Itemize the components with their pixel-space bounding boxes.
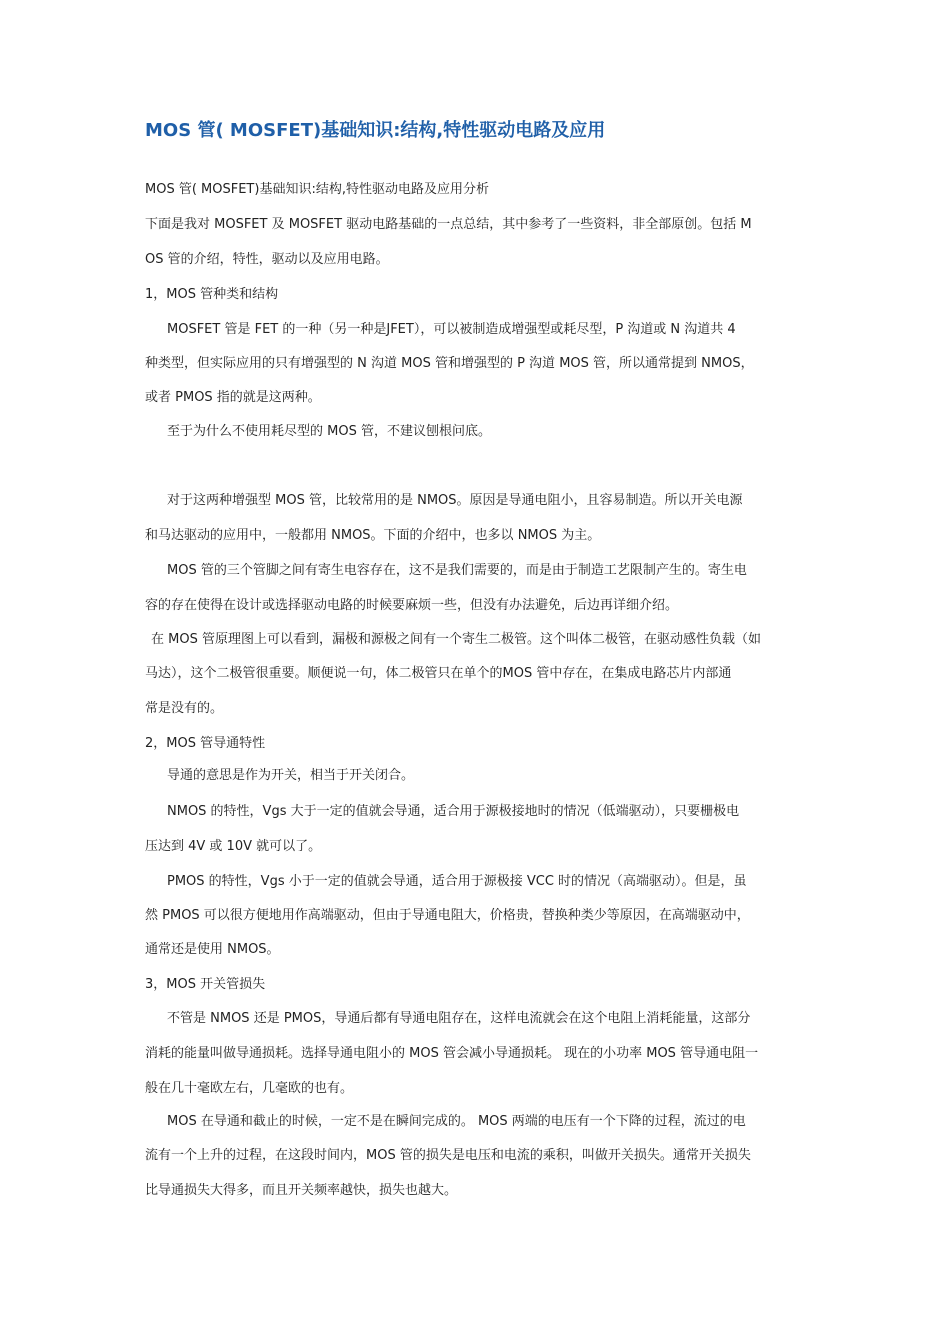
paragraph-line: MOS 在导通和截止的时候，一定不是在瞬间完成的。 MOS 两端的电压有一个下降的过程，流过的电 <box>167 1114 746 1129</box>
paragraph-line: 常是没有的。 <box>145 701 224 716</box>
paragraph-line: 然 PMOS 可以很方便地用作高端驱动，但由于导通电阻大，价格贵，替换种类少等原因，在高端驱动中， <box>145 908 750 923</box>
paragraph-line: 和马达驱动的应用中，一般都用 NMOS。下面的介绍中，也多以 NMOS 为主。 <box>145 528 601 543</box>
paragraph-line: 压达到 4V 或 10V 就可以了。 <box>145 839 322 854</box>
document-title: MOS 管( MOSFET)基础知识:结构,特性驱动电路及应用 <box>145 120 606 141</box>
paragraph-line: NMOS 的特性，Vgs 大于一定的值就会导通，适合用于源极接地时的情况（低端驱动），只要栅极电 <box>167 804 740 819</box>
section-heading: 3，MOS 开关管损失 <box>145 977 266 992</box>
paragraph-line: 般在几十毫欧左右，几毫欧的也有。 <box>145 1081 354 1096</box>
paragraph-line: 消耗的能量叫做导通损耗。选择导通电阻小的 MOS 管会减小导通损耗。 现在的小功率 MOS 管导通电阻一 <box>145 1046 759 1061</box>
intro-line: OS 管的介绍，特性，驱动以及应用电路。 <box>145 252 389 267</box>
paragraph-line: 马达），这个二极管很重要。顺便说一句，体二极管只在单个的MOS 管中存在，在集成电路芯片内部通 <box>145 666 732 681</box>
paragraph-line: PMOS 的特性，Vgs 小于一定的值就会导通，适合用于源极接 VCC 时的情况（高端驱动）。但是，虽 <box>167 874 747 889</box>
paragraph-line: MOSFET 管是 FET 的一种（另一种是JFET），可以被制造成增强型或耗尽型，P 沟道或 N 沟道共 4 <box>167 322 736 337</box>
paragraph-line: 对于这两种增强型 MOS 管，比较常用的是 NMOS。原因是导通电阻小，且容易制造。所以开关电源 <box>167 493 743 508</box>
paragraph-line: 比导通损失大得多，而且开关频率越快，损失也越大。 <box>145 1183 458 1198</box>
paragraph-line: 或者 PMOS 指的就是这两种。 <box>145 390 321 405</box>
intro-line: 下面是我对 MOSFET 及 MOSFET 驱动电路基础的一点总结，其中参考了一些资料，非全部原创。包括 M <box>145 217 752 232</box>
paragraph-line: 至于为什么不使用耗尽型的 MOS 管，不建议刨根问底。 <box>167 424 491 439</box>
subtitle-line: MOS 管( MOSFET)基础知识:结构,特性驱动电路及应用分析 <box>145 182 489 197</box>
paragraph-line: 种类型，但实际应用的只有增强型的 N 沟道 MOS 管和增强型的 P 沟道 MOS 管，所以通常提到 NMOS， <box>145 356 754 371</box>
paragraph-line: 导通的意思是作为开关，相当于开关闭合。 <box>167 768 415 783</box>
paragraph-line: 不管是 NMOS 还是 PMOS，导通后都有导通电阻存在，这样电流就会在这个电阻上消耗能量，这部分 <box>167 1011 751 1026</box>
paragraph-line: 容的存在使得在设计或选择驱动电路的时候要麻烦一些，但没有办法避免，后边再详细介绍。 <box>145 598 679 613</box>
section-heading: 1，MOS 管种类和结构 <box>145 287 279 302</box>
paragraph-line: MOS 管的三个管脚之间有寄生电容存在，这不是我们需要的，而是由于制造工艺限制产生的。寄生电 <box>167 563 747 578</box>
paragraph-line: 通常还是使用 NMOS。 <box>145 942 280 957</box>
paragraph-line: 流有一个上升的过程，在这段时间内，MOS 管的损失是电压和电流的乘积，叫做开关损失。通常开关损失 <box>145 1148 751 1163</box>
section-heading: 2，MOS 管导通特性 <box>145 736 266 751</box>
paragraph-line: 在 MOS 管原理图上可以看到，漏极和源极之间有一个寄生二极管。这个叫体二极管，在驱动感性负载（如 <box>151 632 761 647</box>
